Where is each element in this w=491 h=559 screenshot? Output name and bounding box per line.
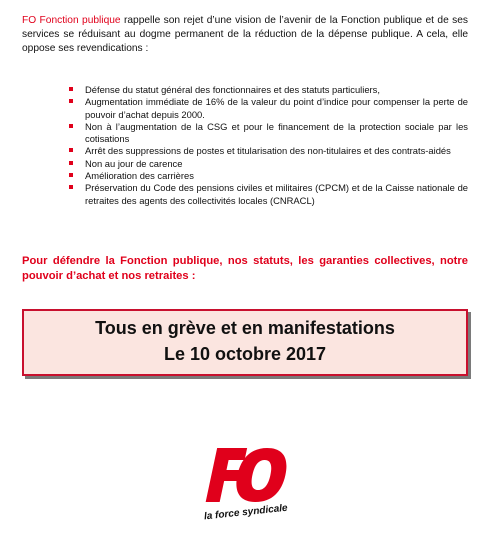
intro-paragraph (22, 14, 468, 56)
claim-item (68, 158, 468, 170)
claim-text: Non au jour de carence (85, 157, 183, 169)
claims-list (68, 84, 468, 207)
organization-name: FO Fonction publique (22, 15, 121, 26)
square-bullet-icon (69, 173, 73, 177)
logo-tagline: la force syndicale (203, 502, 289, 523)
square-bullet-icon (69, 99, 73, 103)
square-bullet-icon (69, 161, 73, 165)
claim-text: Arrêt des suppressions de postes et titularisation des non-titulaires et des contrats-aidés (85, 145, 451, 157)
claim-text: Défense du statut général des fonctionnaires et des statuts particuliers, (85, 84, 380, 95)
claim-item (68, 170, 468, 182)
claim-text: Préservation du Code des pensions civiles et militaires (CPCM) et de la Caisse nationale de retraites des agents des collectivités locales (CNRACL) (85, 182, 468, 206)
claim-item (68, 84, 468, 96)
square-bullet-icon (69, 87, 73, 91)
claim-item (68, 182, 468, 207)
fo-logo-icon (196, 444, 296, 524)
claim-item (68, 145, 468, 157)
claim-item (68, 121, 468, 146)
claim-text: Amélioration des carrières (85, 170, 194, 182)
strike-headline: Tous en grève et en manifestations (95, 318, 395, 338)
fo-logo (196, 444, 296, 524)
claim-text: Non à l’augmentation de la CSG et pour le financement de la protection sociale par les cotisations (85, 120, 468, 145)
square-bullet-icon (69, 124, 73, 128)
square-bullet-icon (69, 185, 73, 189)
appeal-heading: Pour défendre la Fonction publique, nos statuts, les garanties collectives, notre pouvoir d’achat et nos retraites : (22, 255, 468, 282)
claim-text: Augmentation immédiate de 16% de la valeur du point d’indice pour compenser la perte de pouvoir d’achat depuis 2000. (85, 96, 468, 120)
strike-date: Le 10 octobre 2017 (163, 344, 327, 364)
strike-announcement-box (22, 309, 468, 376)
square-bullet-icon (69, 148, 73, 152)
intro-text: rappelle son rejet d’une vision de l’avenir de la Fonction publique et de ses services se réduisant au dogme permanent de la réduction de la dépense publique. A cela, elle oppose ses revendications : (22, 15, 468, 54)
claim-item (68, 96, 468, 121)
